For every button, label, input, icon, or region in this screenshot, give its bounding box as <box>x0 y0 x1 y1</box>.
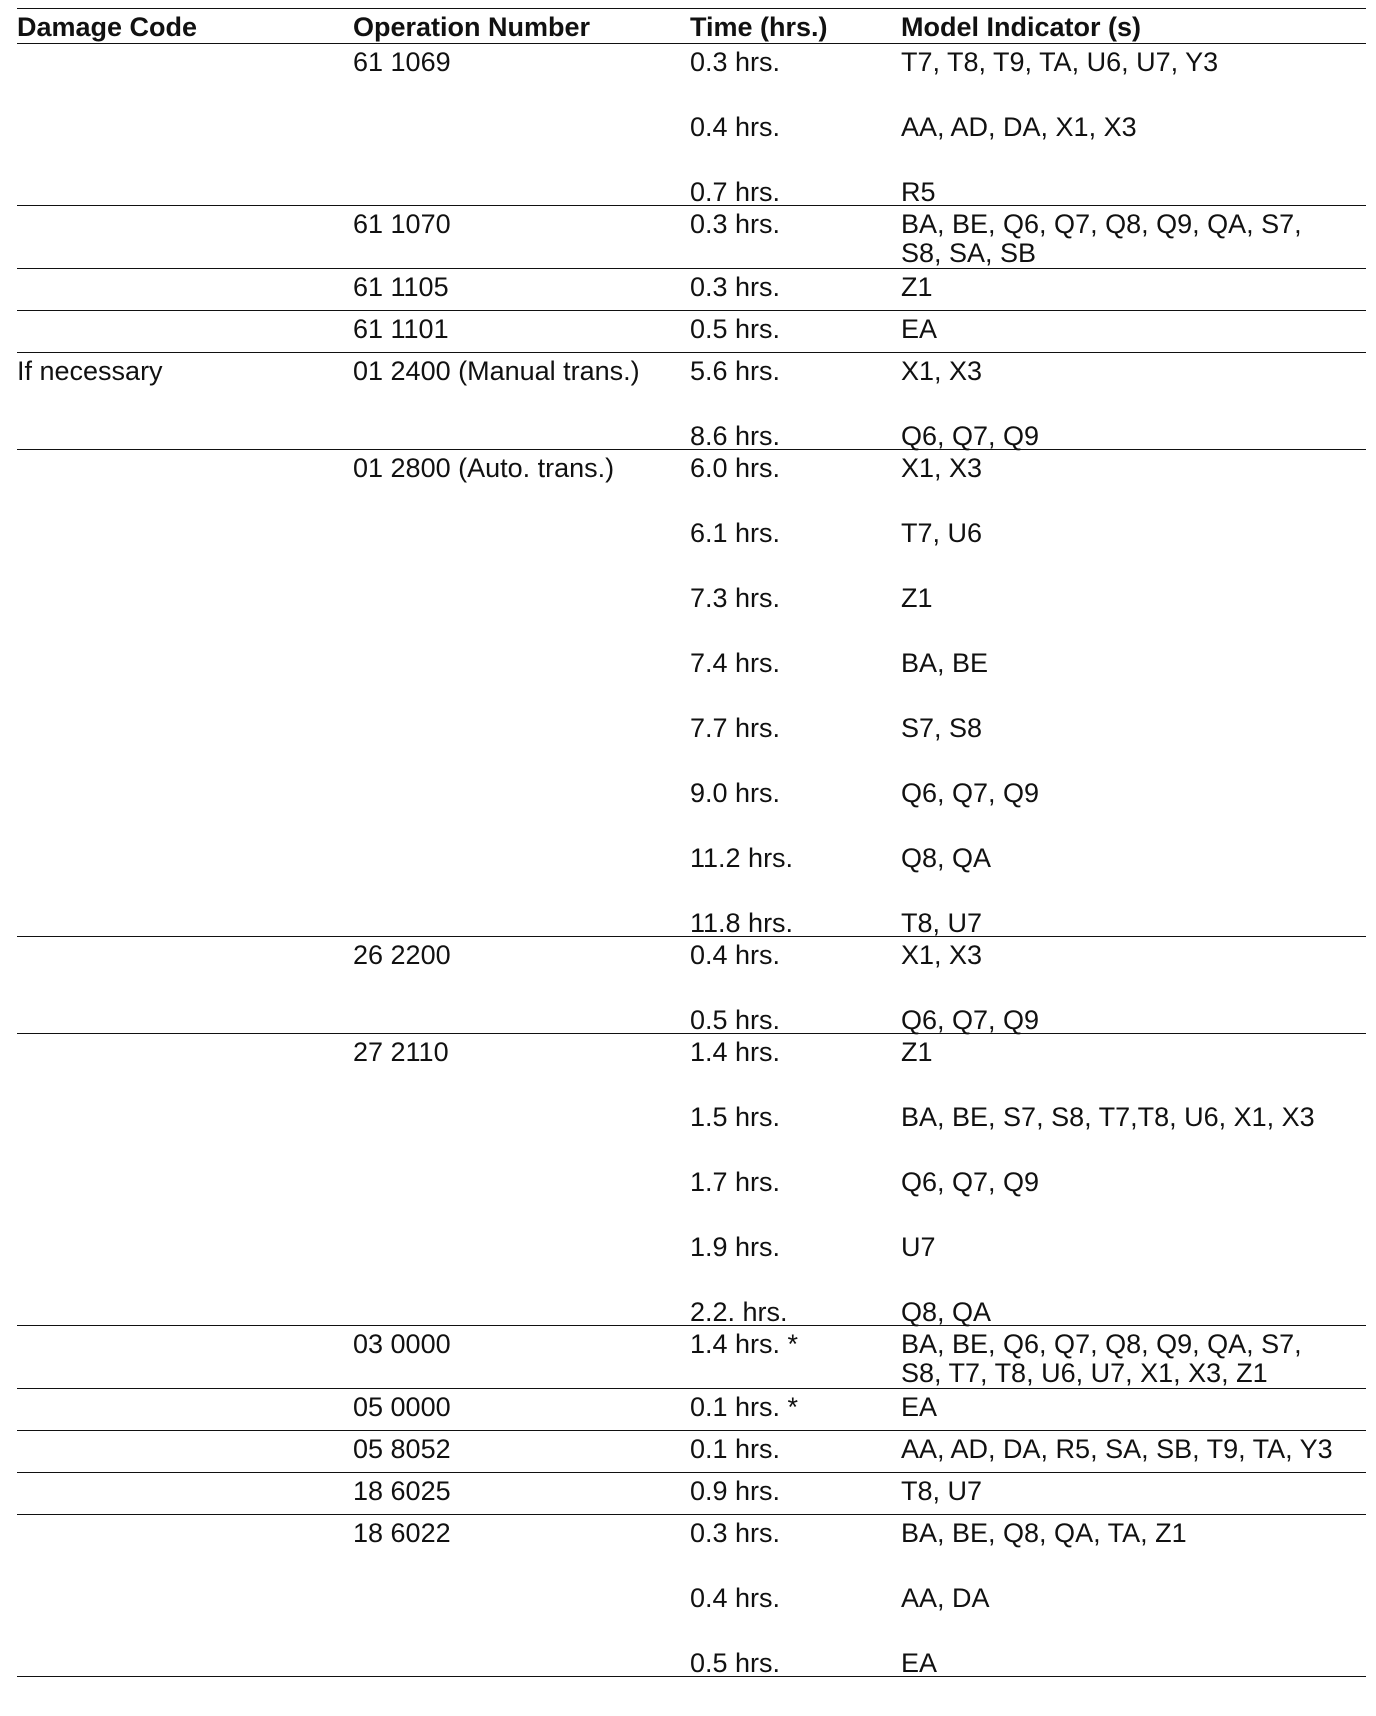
model-indicator-cell: EA <box>901 1648 938 1678</box>
model-indicator-cell: U7 <box>901 1232 936 1262</box>
model-indicator-cell: BA, BE, Q6, Q7, Q8, Q9, QA, S7, <box>901 209 1302 239</box>
operation-number-cell: 18 6022 <box>353 1518 451 1548</box>
time-cell: 0.4 hrs. <box>690 112 781 142</box>
header-model-indicator: Model Indicator (s) <box>901 12 1142 42</box>
time-cell: 0.4 hrs. <box>690 940 781 970</box>
model-indicator-cell: AA, AD, DA, X1, X3 <box>901 112 1137 142</box>
operation-number-cell: 61 1070 <box>353 209 451 239</box>
model-indicator-cell: EA <box>901 314 938 344</box>
time-cell: 5.6 hrs. <box>690 356 781 386</box>
model-indicator-cell: EA <box>901 1392 938 1422</box>
operation-number-cell: 18 6025 <box>353 1476 451 1506</box>
model-indicator-cell: Q8, QA <box>901 843 992 873</box>
time-cell: 2.2. hrs. <box>690 1297 788 1327</box>
model-indicator-cell: AA, DA <box>901 1583 990 1613</box>
operation-number-cell: 01 2400 (Manual trans.) <box>353 356 640 386</box>
time-cell: 8.6 hrs. <box>690 421 781 451</box>
time-cell: 11.8 hrs. <box>690 908 794 938</box>
model-indicator-cell: T7, T8, T9, TA, U6, U7, Y3 <box>901 47 1219 77</box>
time-cell: 7.4 hrs. <box>690 648 781 678</box>
table-row <box>17 311 1366 353</box>
model-indicator-cell: S7, S8 <box>901 713 983 743</box>
model-indicator-cell: Z1 <box>901 1037 933 1067</box>
time-cell: 6.0 hrs. <box>690 453 781 483</box>
model-indicator-cell: BA, BE <box>901 648 989 678</box>
time-cell: 0.5 hrs. <box>690 1005 781 1035</box>
time-cell: 0.7 hrs. <box>690 177 781 207</box>
time-cell: 1.4 hrs. <box>690 1037 781 1067</box>
model-indicator-cell: T8, U7 <box>901 1476 983 1506</box>
time-cell: 1.4 hrs. * <box>690 1329 799 1359</box>
operation-number-cell: 61 1069 <box>353 47 451 77</box>
damage-code-cell: If necessary <box>17 356 163 386</box>
table-row <box>17 206 1366 269</box>
model-indicator-cell: BA, BE, Q8, QA, TA, Z1 <box>901 1518 1187 1548</box>
model-indicator-cell: Q6, Q7, Q9 <box>901 778 1040 808</box>
model-indicator-cell: Q6, Q7, Q9 <box>901 1167 1040 1197</box>
model-indicator-cell: X1, X3 <box>901 356 983 386</box>
time-cell: 7.7 hrs. <box>690 713 781 743</box>
model-indicator-cell: BA, BE, Q6, Q7, Q8, Q9, QA, S7, <box>901 1329 1302 1359</box>
time-cell: 0.3 hrs. <box>690 1518 781 1548</box>
model-indicator-cell: Q8, QA <box>901 1297 992 1327</box>
model-indicator-cell: X1, X3 <box>901 940 983 970</box>
time-cell: 1.5 hrs. <box>690 1102 781 1132</box>
model-indicator-cell: R5 <box>901 177 936 207</box>
time-cell: 0.3 hrs. <box>690 272 781 302</box>
time-cell: 11.2 hrs. <box>690 843 794 873</box>
operation-number-cell: 61 1105 <box>353 272 449 302</box>
table-row <box>17 1515 1366 1677</box>
operation-number-cell: 01 2800 (Auto. trans.) <box>353 453 615 483</box>
table-row <box>17 1326 1366 1389</box>
model-indicator-cell: T7, U6 <box>901 518 983 548</box>
time-cell: 0.4 hrs. <box>690 1583 781 1613</box>
table-row <box>17 1034 1366 1326</box>
time-cell: 9.0 hrs. <box>690 778 781 808</box>
header-damage-code: Damage Code <box>17 12 198 42</box>
operation-number-cell: 61 1101 <box>353 314 449 344</box>
labor-time-table <box>17 8 1366 1677</box>
table-row <box>17 1389 1366 1431</box>
operation-number-cell: 26 2200 <box>353 940 451 970</box>
header-time: Time (hrs.) <box>690 12 828 42</box>
model-indicator-cell: AA, AD, DA, R5, SA, SB, T9, TA, Y3 <box>901 1434 1333 1464</box>
model-indicator-cell: Q6, Q7, Q9 <box>901 421 1040 451</box>
table-row <box>17 450 1366 937</box>
time-cell: 0.3 hrs. <box>690 209 781 239</box>
model-indicator-cell: Q6, Q7, Q9 <box>901 1005 1040 1035</box>
model-indicator-cell: T8, U7 <box>901 908 983 938</box>
model-indicator-cell: X1, X3 <box>901 453 983 483</box>
table-row <box>17 269 1366 311</box>
header-operation-number: Operation Number <box>353 12 591 42</box>
time-cell: 6.1 hrs. <box>690 518 781 548</box>
operation-number-cell: 05 8052 <box>353 1434 451 1464</box>
operation-number-cell: 03 0000 <box>353 1329 451 1359</box>
operation-number-cell: 05 0000 <box>353 1392 451 1422</box>
table-row <box>17 1431 1366 1473</box>
table-row <box>17 44 1366 206</box>
model-indicator-cell: S8, T7, T8, U6, U7, X1, X3, Z1 <box>901 1358 1268 1388</box>
table-row <box>17 353 1366 450</box>
model-indicator-cell: S8, SA, SB <box>901 238 1037 268</box>
operation-number-cell: 27 2110 <box>353 1037 449 1067</box>
table-row <box>17 937 1366 1034</box>
time-cell: 1.9 hrs. <box>690 1232 781 1262</box>
model-indicator-cell: Z1 <box>901 272 933 302</box>
model-indicator-cell: BA, BE, S7, S8, T7,T8, U6, X1, X3 <box>901 1102 1315 1132</box>
time-cell: 7.3 hrs. <box>690 583 781 613</box>
table-body <box>17 44 1366 1677</box>
time-cell: 0.5 hrs. <box>690 314 781 344</box>
time-cell: 0.5 hrs. <box>690 1648 781 1678</box>
time-cell: 0.1 hrs. * <box>690 1392 799 1422</box>
model-indicator-cell: Z1 <box>901 583 933 613</box>
time-cell: 0.1 hrs. <box>690 1434 781 1464</box>
time-cell: 0.9 hrs. <box>690 1476 781 1506</box>
time-cell: 0.3 hrs. <box>690 47 781 77</box>
table-row <box>17 1473 1366 1515</box>
table-header <box>17 8 1366 44</box>
time-cell: 1.7 hrs. <box>690 1167 781 1197</box>
